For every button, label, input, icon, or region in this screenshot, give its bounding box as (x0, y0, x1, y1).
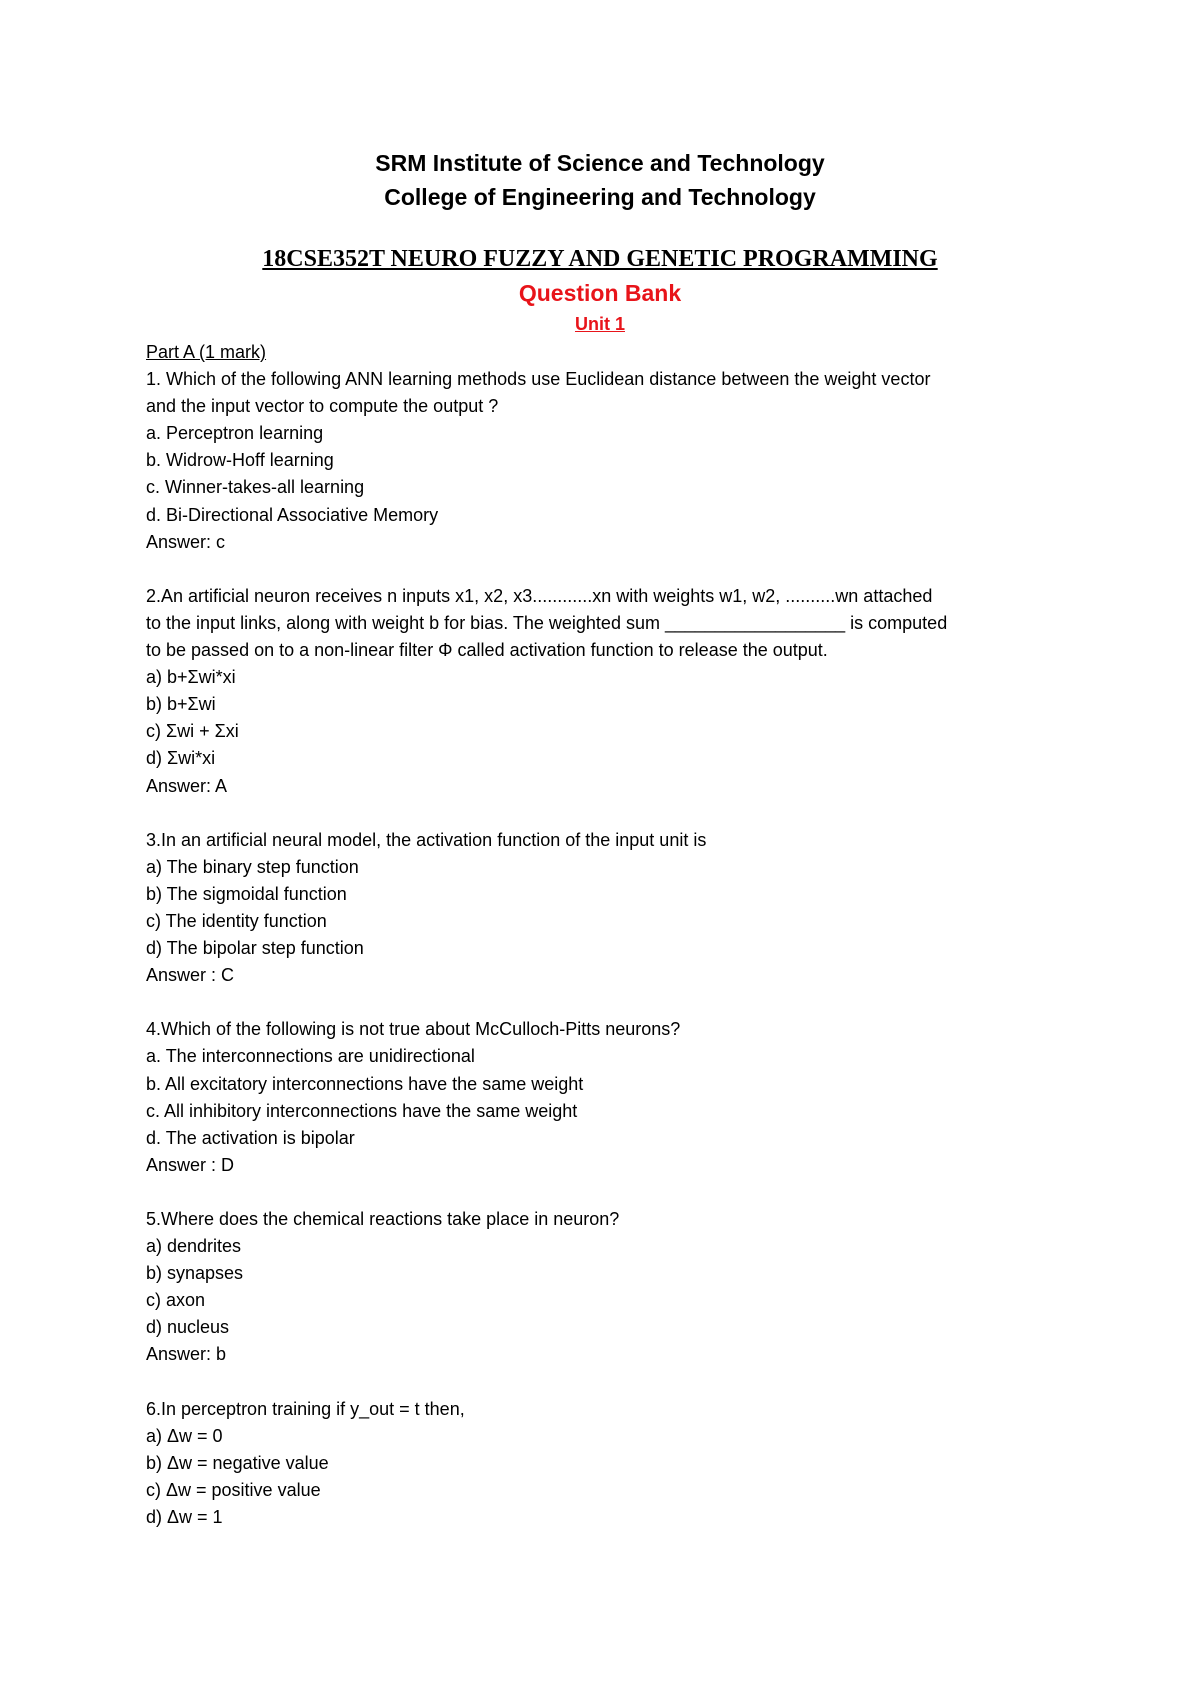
option: c) Δw = positive value (146, 1479, 321, 1500)
spacer (146, 1179, 1066, 1206)
option: d. Bi-Directional Associative Memory (146, 504, 439, 525)
spacer (146, 556, 1066, 583)
institution-block (0, 146, 1200, 214)
option: a) b+Σwi*xi (146, 667, 236, 688)
answer: Answer: b (146, 1344, 227, 1365)
question-text-line: 2.An artificial neuron receives n inputs x1, x2, x3............xn with weights w1, w2, ..........wn attached (146, 585, 933, 606)
question-bank-title: Question Bank (518, 280, 682, 306)
question-text-line: 4.Which of the following is not true about McCulloch-Pitts neurons? (146, 1019, 681, 1040)
question-block (146, 827, 1066, 990)
question-block (146, 1016, 1066, 1179)
option: a) The binary step function (146, 856, 359, 877)
option: c) axon (146, 1290, 206, 1311)
answer: Answer: A (146, 775, 228, 796)
option: b) The sigmoidal function (146, 883, 347, 904)
question-text-line: 3.In an artificial neural model, the activation function of the input unit is (146, 829, 707, 850)
question-text-line: to the input links, along with weight b for bias. The weighted sum __________________ is computed (146, 612, 948, 633)
option: b) synapses (146, 1263, 244, 1284)
question-text-line: to be passed on to a non-linear filter Φ called activation function to release the output. (146, 640, 828, 661)
option: d) Σwi*xi (146, 748, 216, 769)
option: b. All excitatory interconnections have the same weight (146, 1073, 584, 1094)
option: a) Δw = 0 (146, 1425, 223, 1446)
option: c. Winner-takes-all learning (146, 477, 365, 498)
answer: Answer : D (146, 1154, 235, 1175)
option: d) The bipolar step function (146, 938, 364, 959)
option: d) nucleus (146, 1317, 230, 1338)
option: a) dendrites (146, 1236, 242, 1257)
spacer (146, 800, 1066, 827)
unit-title: Unit 1 (574, 314, 625, 334)
question-block (146, 1396, 1066, 1531)
question-text-line: and the input vector to compute the output ? (146, 396, 499, 417)
question-block (146, 583, 1066, 800)
question-list (146, 339, 1066, 1531)
spacer (146, 1369, 1066, 1396)
part-heading: Part A (1 mark) (146, 342, 267, 362)
option: b) b+Σwi (146, 694, 216, 715)
option: b) Δw = negative value (146, 1452, 329, 1473)
option: d. The activation is bipolar (146, 1127, 355, 1148)
option: b. Widrow-Hoff learning (146, 450, 334, 471)
question-block (146, 1206, 1066, 1369)
institute-name: SRM Institute of Science and Technology (375, 150, 825, 176)
answer: Answer: c (146, 531, 226, 552)
option: a. The interconnections are unidirectional (146, 1046, 475, 1067)
option: c) The identity function (146, 910, 327, 931)
spacer (146, 989, 1066, 1016)
option: a. Perceptron learning (146, 423, 324, 444)
option: d) Δw = 1 (146, 1507, 223, 1528)
answer: Answer : C (146, 965, 235, 986)
question-text-line: 6.In perceptron training if y_out = t then, (146, 1398, 465, 1419)
option: c. All inhibitory interconnections have the same weight (146, 1100, 578, 1121)
course-title: 18CSE352T NEURO FUZZY AND GENETIC PROGRAMMING (262, 246, 938, 272)
question-block (146, 366, 1066, 556)
question-text-line: 5.Where does the chemical reactions take place in neuron? (146, 1209, 620, 1229)
question-text-line: 1. Which of the following ANN learning methods use Euclidean distance between the weight vector (146, 369, 931, 390)
college-name: College of Engineering and Technology (384, 184, 816, 210)
option: c) Σwi + Σxi (146, 721, 239, 742)
